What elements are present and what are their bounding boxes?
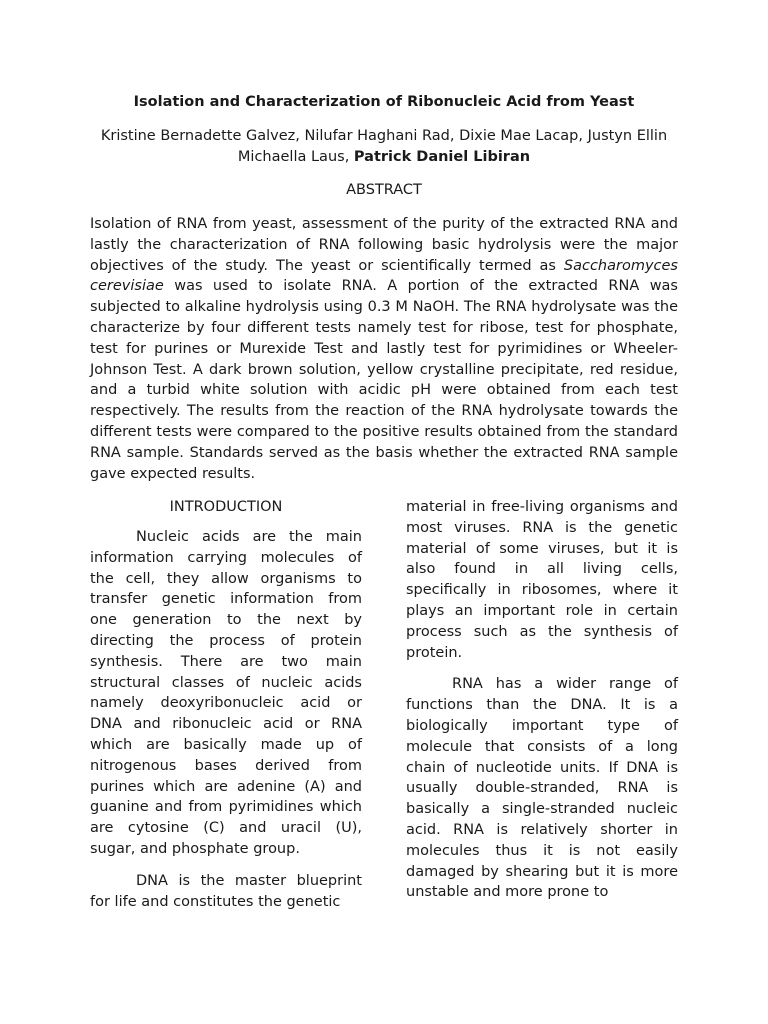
- lead-author: Patrick Daniel Libiran: [353, 149, 531, 165]
- abstract-text-part2: was used to isolate RNA. A portion of the extracted RNA was subjected to alkaline hydrolysis using 0.3 M NaOH. The RNA hydrolysate was the characterize by four different tests namely test for ribose, test for phosphate, test for purines or Murexide Test and lastly test for pyrimidines or Wheeler-Johnson Test. A dark brown solution, yellow crystalline precipitate, red residue, and a turbid white solution with acidic pH were obtained from each test respectively. The results from the reaction of the RNA hydrolysate towards the different tests were compared to the positive results obtained from the standard RNA sample. Standards served as the basis whether the extracted RNA sample gave expected results.: [90, 278, 678, 482]
- co-authors: Kristine Bernadette Galvez, Nilufar Haghani Rad, Dixie Mae Lacap, Justyn Ellin Michaella Laus,: [100, 128, 668, 165]
- abstract-text-part1: Isolation of RNA from yeast, assessment of the purity of the extracted RNA and lastly the characterization of RNA following basic hydrolysis were the major objectives of the study. The yeast or scientifically termed as: [90, 216, 678, 274]
- abstract-body: [90, 214, 678, 484]
- intro-paragraph-3: RNA has a wider range of functions than the DNA. It is a biologically important type of molecule that consists of a long chain of nucleotide units. If DNA is usually double-stranded, RNA is basically a single-stranded nucleic acid. RNA is relatively shorter in molecules thus it is not easily damaged by shearing but it is more unstable and more prone to: [406, 676, 678, 901]
- scientific-name: Saccharomyces cerevisiae: [90, 257, 678, 295]
- intro-paragraph-2-continued: material in free-living organisms and most viruses. RNA is the genetic material of some viruses, but it is also found in all living cells, specifically in ribosomes, where it plays an important role in certain process such as the synthesis of protein.: [406, 499, 678, 661]
- paper-title: Isolation and Characterization of Ribonucleic Acid from Yeast: [133, 94, 635, 110]
- intro-paragraph-2-start: DNA is the master blueprint for life and constitutes the genetic: [90, 872, 362, 910]
- abstract-heading: ABSTRACT: [346, 182, 422, 198]
- intro-paragraph-1: Nucleic acids are the main information carrying molecules of the cell, they allow organisms to transfer genetic information from one generation to the next by directing the process of protein synthesis. There are two main structural classes of nucleic acids namely deoxyribonucleic acid or DNA and ribonucleic acid or RNA which are basically made up of nitrogenous bases derived from purines which are adenine (A) and guanine and from pyrimidines which are cytosine (C) and uracil (U), sugar, and phosphate group.: [90, 529, 362, 857]
- right-column: [406, 497, 678, 903]
- author-list: [100, 126, 668, 168]
- introduction-heading: INTRODUCTION: [169, 499, 283, 515]
- left-column: [90, 497, 362, 912]
